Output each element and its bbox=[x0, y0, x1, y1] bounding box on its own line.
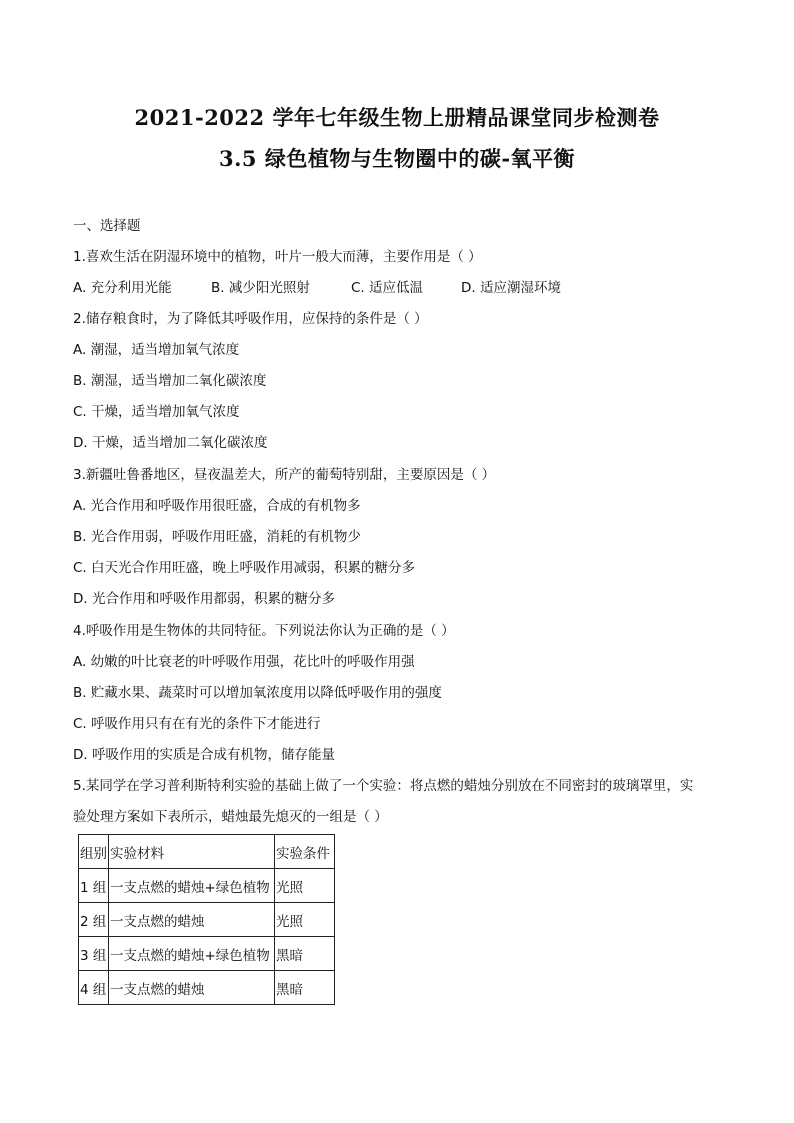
question-3-option-c: C. 白天光合作用旺盛，晚上呼吸作用减弱，积累的糖分多 bbox=[73, 560, 416, 576]
table-row bbox=[79, 971, 335, 1005]
table-header-cell: 实验材料 bbox=[109, 835, 275, 869]
page-subtitle: 3.5 绿色植物与生物圈中的碳-氧平衡 bbox=[218, 146, 576, 171]
table-cell: 3 组 bbox=[79, 937, 109, 971]
question-3-option-d: D. 光合作用和呼吸作用都弱，积累的糖分多 bbox=[73, 591, 335, 607]
question-1-options bbox=[73, 279, 593, 297]
page-title: 2021-2022 学年七年级生物上册精品课堂同步检测卷 bbox=[134, 105, 660, 130]
table-cell: 一支点燃的蜡烛 bbox=[109, 903, 275, 937]
table-row bbox=[79, 937, 335, 971]
question-3-option-b: B. 光合作用弱，呼吸作用旺盛，消耗的有机物少 bbox=[73, 529, 361, 545]
table-cell: 1 组 bbox=[79, 869, 109, 903]
question-4-option-c: C. 呼吸作用只有在有光的条件下才能进行 bbox=[73, 716, 321, 732]
question-5-stem-line-1: 5.某同学在学习普利斯特利实验的基础上做了一个实验：将点燃的蜡烛分别放在不同密封的玻璃罩里，实 bbox=[73, 778, 694, 794]
table-cell: 光照 bbox=[275, 903, 335, 937]
table-cell: 一支点燃的蜡烛 bbox=[109, 971, 275, 1005]
table-cell: 黑暗 bbox=[275, 937, 335, 971]
table-header-cell: 组别 bbox=[79, 835, 109, 869]
question-5-stem-line-2: 验处理方案如下表所示，蜡烛最先熄灭的一组是（ ） bbox=[73, 809, 388, 825]
table-cell: 黑暗 bbox=[275, 971, 335, 1005]
question-4-option-d: D. 呼吸作用的实质是合成有机物，储存能量 bbox=[73, 747, 335, 763]
question-3-option-a: A. 光合作用和呼吸作用很旺盛，合成的有机物多 bbox=[73, 498, 361, 514]
section-heading: 一、选择题 bbox=[73, 218, 141, 234]
question-4-option-b: B. 贮藏水果、蔬菜时可以增加氧浓度用以降低呼吸作用的强度 bbox=[73, 685, 442, 701]
question-4-stem: 4.呼吸作用是生物体的共同特征。下列说法你认为正确的是（ ） bbox=[73, 623, 455, 639]
question-1-stem: 1.喜欢生活在阴湿环境中的植物，叶片一般大而薄，主要作用是（ ） bbox=[73, 249, 482, 265]
question-1-option-a: A. 充分利用光能 bbox=[73, 280, 172, 296]
question-3-stem: 3.新疆吐鲁番地区，昼夜温差大，所产的葡萄特别甜，主要原因是（ ） bbox=[73, 467, 496, 483]
table-row bbox=[79, 869, 335, 903]
table-cell: 光照 bbox=[275, 869, 335, 903]
question-4-option-a: A. 幼嫩的叶比衰老的叶呼吸作用强，花比叶的呼吸作用强 bbox=[73, 654, 415, 670]
table-cell: 4 组 bbox=[79, 971, 109, 1005]
question-1-option-b: B. 减少阳光照射 bbox=[211, 280, 310, 296]
question-2-stem: 2.储存粮食时，为了降低其呼吸作用，应保持的条件是（ ） bbox=[73, 311, 428, 327]
question-2-option-b: B. 潮湿，适当增加二氧化碳浓度 bbox=[73, 373, 267, 389]
question-2-option-a: A. 潮湿，适当增加氧气浓度 bbox=[73, 342, 240, 358]
table-row bbox=[79, 903, 335, 937]
question-2-option-d: D. 干燥，适当增加二氧化碳浓度 bbox=[73, 435, 268, 451]
table-cell: 一支点燃的蜡烛+绿色植物 bbox=[109, 937, 275, 971]
table-cell: 一支点燃的蜡烛+绿色植物 bbox=[109, 869, 275, 903]
question-2-option-c: C. 干燥，适当增加氧气浓度 bbox=[73, 404, 240, 420]
table-header-row bbox=[79, 835, 335, 869]
table-cell: 2 组 bbox=[79, 903, 109, 937]
experiment-table bbox=[78, 834, 335, 1005]
table-header-cell: 实验条件 bbox=[275, 835, 335, 869]
question-1-option-c: C. 适应低温 bbox=[351, 280, 424, 296]
question-1-option-d: D. 适应潮湿环境 bbox=[461, 280, 561, 296]
